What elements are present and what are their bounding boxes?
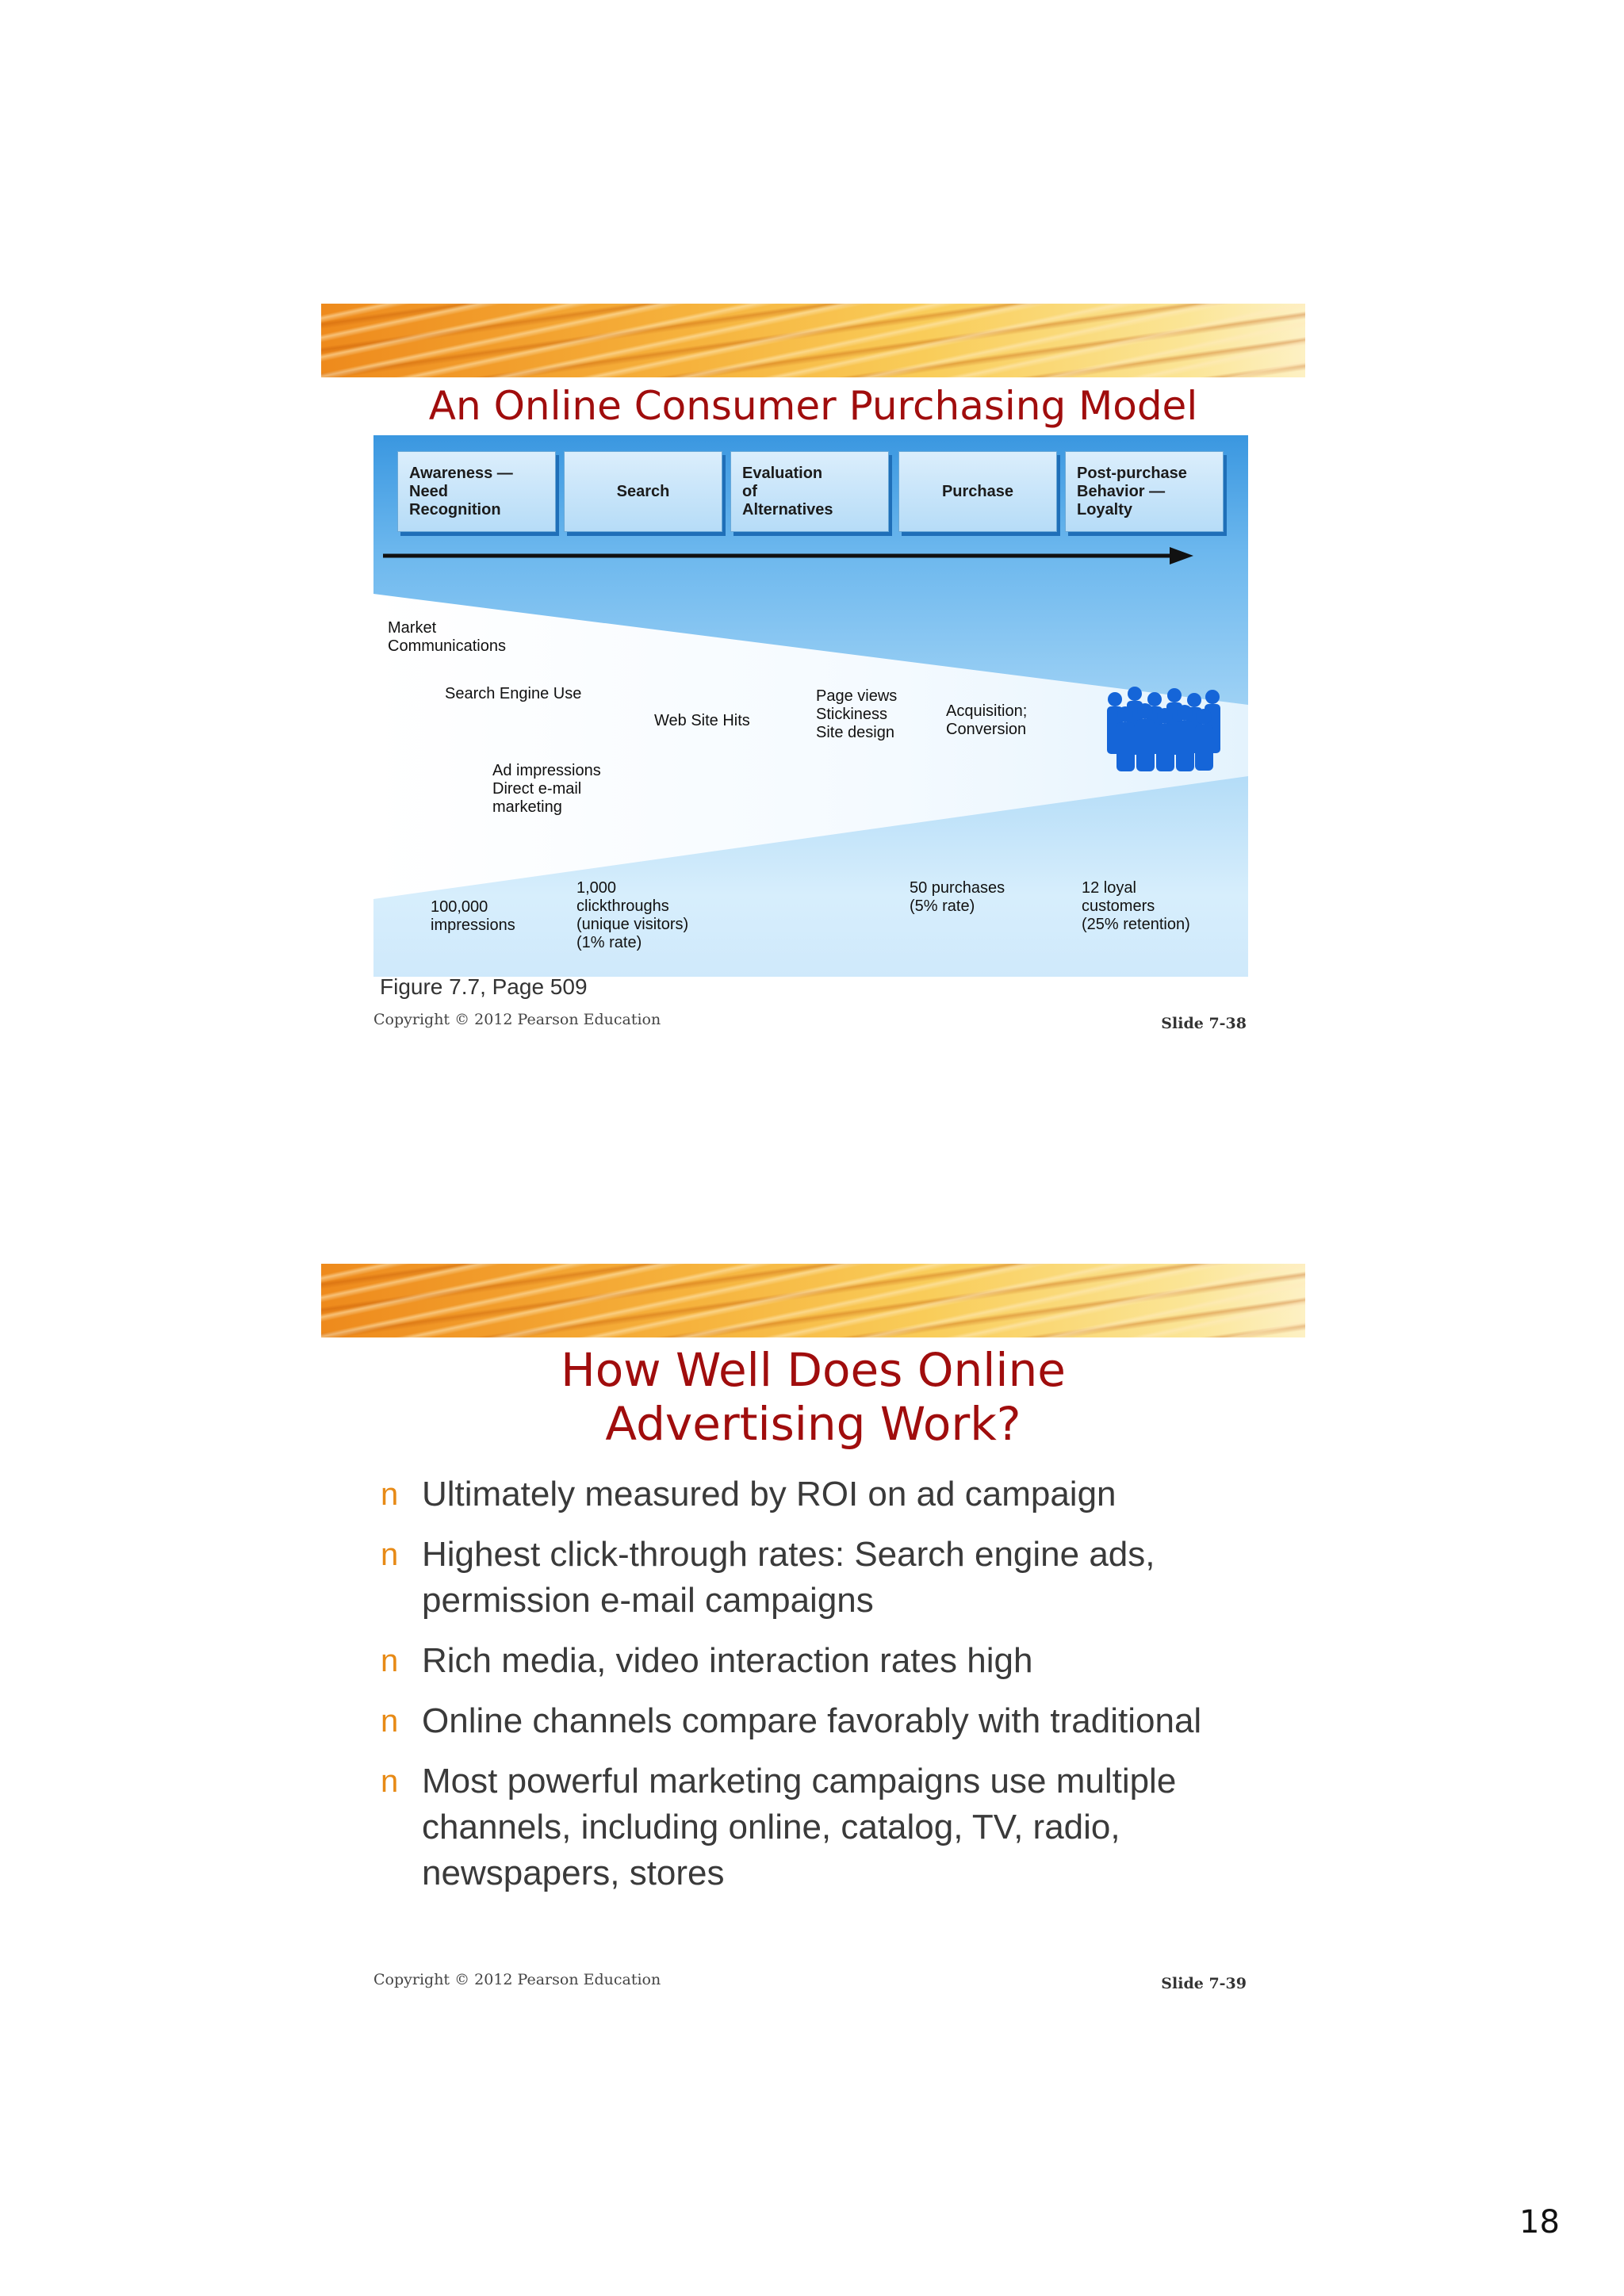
stage-post-purchase: Post-purchase Behavior — Loyalty	[1065, 451, 1224, 532]
bullet-icon: n	[381, 1704, 399, 1739]
bullet-item	[381, 1471, 1293, 1517]
bullet-text: Rich media, video interaction rates high	[422, 1641, 1033, 1680]
bullet-item	[381, 1638, 1293, 1684]
purchasing-model-figure	[373, 435, 1248, 977]
label-page-views: Page views Stickiness Site design	[816, 687, 898, 741]
copyright: Copyright © 2012 Pearson Education	[373, 1011, 661, 1028]
label-market-communications: Market Communications	[388, 619, 506, 655]
bullet-text: Ultimately measured by ROI on ad campaign	[422, 1475, 1116, 1513]
slide-number: Slide 7-38	[1161, 1015, 1247, 1032]
slide-title: An Online Consumer Purchasing Model	[428, 383, 1198, 429]
bullet-item	[381, 1698, 1293, 1744]
bullet-icon: n	[381, 1537, 399, 1572]
figure-caption: Figure 7.7, Page 509	[380, 974, 588, 999]
slide-title-line-1: How Well Does Online	[561, 1343, 1066, 1397]
slide-7-38	[321, 304, 1305, 1057]
label-acquisition: Acquisition; Conversion	[946, 702, 1028, 738]
label-ad-impressions: Ad impressions Direct e-mail marketing	[492, 762, 601, 816]
stage-search: Search	[564, 451, 722, 532]
slide-title-line-2: Advertising Work?	[605, 1397, 1021, 1451]
bullet-item	[381, 1532, 1293, 1624]
bullet-list	[381, 1471, 1293, 1911]
slide-banner	[321, 1264, 1305, 1337]
label-purchases: 50 purchases (5% rate)	[910, 879, 1005, 915]
page-number: 18	[1519, 2204, 1560, 2241]
bullet-item	[381, 1758, 1293, 1896]
bullet-icon: n	[381, 1764, 399, 1799]
copyright: Copyright © 2012 Pearson Education	[373, 1971, 661, 1988]
bullet-text: Online channels compare favorably with traditional	[422, 1701, 1202, 1740]
label-web-site-hits: Web Site Hits	[654, 712, 750, 729]
slide-title	[321, 1343, 1305, 1451]
bullet-text: Most powerful marketing campaigns use multiple channels, including online, catalog, TV, radio, newspapers, stores	[422, 1762, 1177, 1892]
stage-purchase: Purchase	[898, 451, 1057, 532]
bullet-text: Highest click-through rates: Search engine ads, permission e-mail campaigns	[422, 1535, 1155, 1620]
label-search-engine-use: Search Engine Use	[445, 685, 582, 702]
stage-evaluation: Evaluation of Alternatives	[730, 451, 889, 532]
process-arrow-head	[1170, 547, 1193, 564]
label-clickthroughs: 1,000 clickthroughs (unique visitors) (1% rate)	[576, 879, 689, 951]
slide-number: Slide 7-39	[1161, 1975, 1247, 1992]
slide-7-39	[321, 1264, 1305, 2017]
slide-banner	[321, 304, 1305, 377]
stage-awareness: Awareness — Need Recognition	[397, 451, 556, 532]
bullet-icon: n	[381, 1644, 399, 1678]
label-impressions: 100,000 impressions	[431, 898, 515, 934]
label-loyal-customers: 12 loyal customers (25% retention)	[1082, 879, 1190, 933]
bullet-icon: n	[381, 1477, 399, 1512]
